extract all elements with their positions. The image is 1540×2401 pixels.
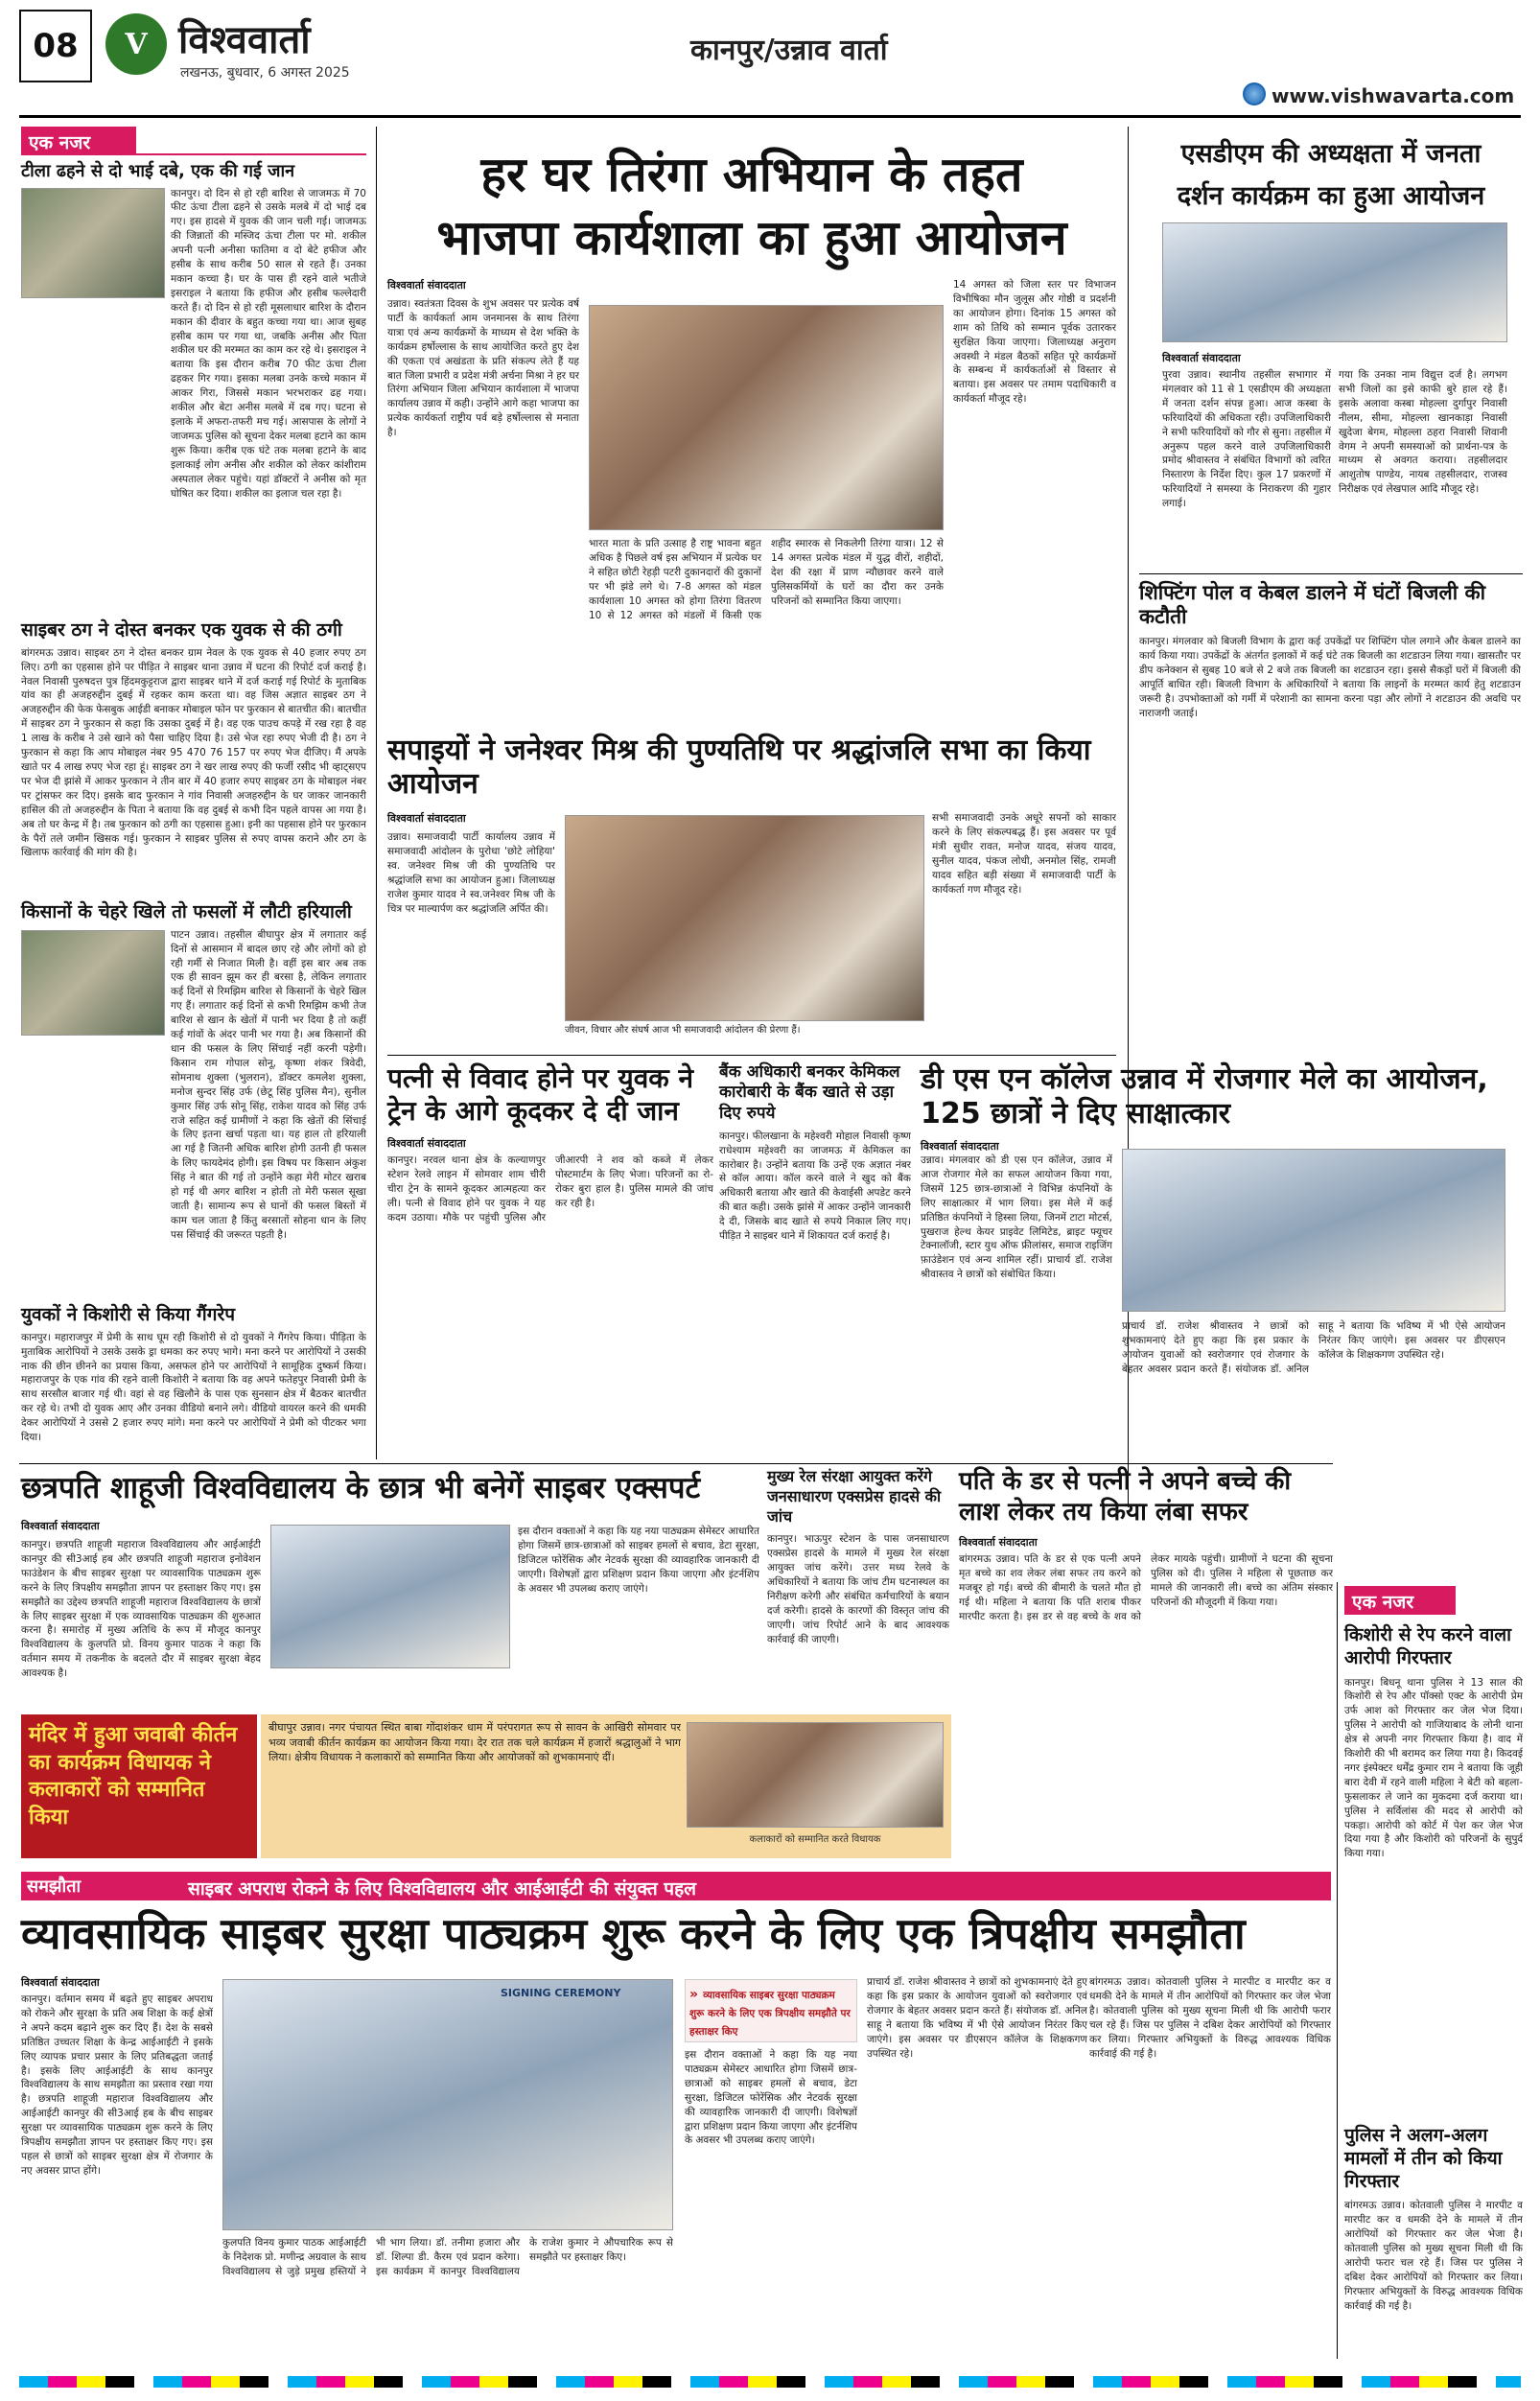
sp-photo [565, 815, 924, 1021]
chh-byline: विश्ववार्ता संवाददाता [21, 1520, 100, 1532]
rail-body: कानपुर। भाऊपुर स्टेशन के पास जनसाधारण एक्सप्रेस हादसे के मामले में मुख्य रेल संरक्षा आयुक्त जांच करेंगे। उत्तर मध्य रेलवे के अधिकारियों ने बताया कि जांच टीम घटनास्थल का निरीक्षण करेगी और संबंधित कर्मचारियों के बयान दर्ज करेगी। हादसे के कारणों की विस्तृत जांच की जाएगी। जांच रिपोर्ट आने के बाद आवश्यक कार्रवाई की जाएगी। [767, 1533, 949, 1645]
police-title: पुलिस ने अलग-अलग मामलों में तीन को किया गिरफ्तार [1344, 2125, 1503, 2192]
big-body: कानपुर। वर्तमान समय में बढ़ते हुए साइबर अपराध को रोकने और सुरक्षा के प्रति अब शिक्षा के कई क्षेत्रों ने अपने कदम बढ़ाने शुरू कर दिए हैं। देश के सबसे प्रतिष्ठित उच्चतर शिक्षा के केन्द्र आईआईटी ने इसके लिए व्यापक प्रचार प्रसार के लिए प्रतिबद्धता जताई है। इसके लिए आईआईटी के साथ कानपुर विश्वविद्यालय के साथ समझौता का प्रस्ताव रखा गया है। छत्रपति शाहूजी महाराज विश्वविद्यालय और आईआईटी कानपुर की सी3आई हब के बीच साइबर सुरक्षा पर व्यावसायिक पाठ्यक्रम शुरू करने के लिए त्रिपक्षीय समझौता ज्ञापन पर हस्ताक्षर किए गए। इस पहल से छात्रों को साइबर सुरक्षा क्षेत्र में रोजगार के नए अवसर प्राप्त होंगे। [21, 1993, 213, 2177]
story-gangrape [21, 1304, 366, 1475]
big-body-6: बांगरमऊ उन्नाव। कोतवाली पुलिस ने मारपीट व मारपीट कर व धमकी देने के मामले में तीन आरोपियों को गिरफ्तार कर जेल भेजा है। कोतवाली पुलिस को मुख्य सूचना मिली थी कि आरोपी फरार चल रहे हैं। जिस पर पुलिस ने दबिश देकर आरोपियों को गिरफ्तार कर लिया। गिरफ्तार अभियुक्तों के विरुद्ध आवश्यक विधिक कार्रवाई की गई है। [1089, 1976, 1331, 2060]
sp-body-1: उन्नाव। समाजवादी पार्टी कार्यालय उन्नाव में समाजवादी आंदोलन के पुरोधा 'छोटे लोहिया' स्व. जनेश्वर मिश्र जी की पुण्यतिथि पर श्रद्धांजलि सभा का आयोजन हुआ। जिलाध्यक्ष राजेश कुमार यादव ने स्व.जनेश्वर मिश्र जी के चित्र पर माल्यार्पण कर श्रद्धांजलि अर्पित की। [387, 831, 555, 915]
bank-body: कानपुर। फीलखाना के महेश्वरी मोहाल निवासी कृष्ण राधेश्याम महेश्वरी का जाजमऊ में केमिकल का कारोबार है। उन्होंने बताया कि उन्हें एक अज्ञात नंबर से कॉल आया। कॉल करने वाले ने खुद को बैंक अधिकारी बताया और खाते की केवाईसी अपडेट करने की बात कही। उसके झांसे में आकर उन्होंने जानकारी दे दी, जिसके बाद खाते से रुपये निकाल लिए गए। पीड़ित ने साइबर थाने में शिकायत दर्ज कराई है। [719, 1130, 911, 1243]
big-title: व्यावसायिक साइबर सुरक्षा पाठ्यक्रम शुरू करने के लिए एक त्रिपक्षीय समझौता [21, 1908, 1246, 1959]
big-body-3: इस दौरान वक्ताओं ने कहा कि यह नया पाठ्यक्रम सेमेस्टर आधारित होगा जिसमें छात्र-छात्राओं को साइबर हमलों से बचाव, डेटा सुरक्षा, डिजिटल फोरेंसिक और नेटवर्क सुरक्षा की व्यावहारिक जानकारी दी जाएगी। विशेषज्ञों द्वारा प्रशिक्षण प्रदान किया जाएगा और इंटर्नशिप के अवसर भी उपलब्ध कराए जाएंगे। [685, 2049, 857, 2147]
bank-title: बैंक अधिकारी बनकर केमिकल कारोबारी के बैंक खाते से उड़ा दिए रुपये [719, 1062, 900, 1123]
brand-name: विश्ववार्ता [178, 18, 311, 62]
globe-icon [1243, 82, 1266, 105]
chh-photo [270, 1525, 510, 1668]
jobs-story [921, 1062, 1505, 1375]
wife-body: कानपुर। नरवल थाना क्षेत्र के कल्याणपुर स्टेशन रेलवे लाइन में सोमवार शाम चीरी चीरा ट्रेन के सामने कूदकर आत्महत्या कर ली। पत्नी से विवाद होने पर युवक ने यह कदम उठाया। मौके पर पहुंची पुलिस और जीआरपी ने शव को कब्जे में लेकर पोस्टमार्टम के लिए भेजा। परिजनों का रो-रोकर बुरा हाल है। पुलिस मामले की जांच कर रही है। [387, 1154, 713, 1224]
hero-title-line1: हर घर तिरंगा अभियान के तहत [480, 147, 1023, 202]
story-gangrape-body: कानपुर। महाराजपुर में प्रेमी के साथ घूम रही किशोरी से दो युवकों ने गैंगरेप किया। पीड़िता के मुताबिक आरोपियों ने उसके उसके ड्रा धमका कर रुपए भागे। मना करने पर आरोपियों ने उसकी नाक की छीन छीनने का प्रयास किया, असफल होने पर आरोपियों ने सामूहिक दुष्कर्म किया। महाराजपुर के एक गांव की रहने वाली किशोरी ने बताया कि वह अपने फतेहपुर निवासी प्रेमी के साथ सरसौल बाजार गई थी। वहां से वह खिलौने के पास एक सुनसान क्षेत्र में बैठकर बातचीत कर रहे थे। तभी दो युवक आए और उनका वीडियो बनाने लगे। वीडियो वायरल करने की धमकी देकर आरोपियों ने उससे 2 हजार रुपए मांगे। मना करने पर आरोपियों ने प्रेमी को पीटकर भगा दिया। [21, 1331, 366, 1444]
page-number-box [19, 10, 92, 82]
jobs-body-2: प्राचार्य डॉ. राजेश श्रीवास्तव ने छात्रों को शुभकामनाएं देते हुए कहा कि इस प्रकार के आयोजन युवाओं को स्वरोजगार एवं रोजगार के बेहतर अवसर प्रदान करते हैं। संयोजक डॉ. अनिल साहू ने बताया कि भविष्य में भी ऐसे आयोजन निरंतर किए जाएंगे। इस अवसर पर डीएसएन कॉलेज के शिक्षकगण उपस्थित रहे। [1122, 1320, 1505, 1375]
pull-quote-icon: » [689, 1987, 699, 2002]
temple-body: बीघापुर उन्नाव। नगर पंचायत स्थित बाबा गोंदाशंकर धाम में परंपरागत रूप से सावन के आखिरी सोमवार पर भव्य जवाबी कीर्तन कार्यक्रम का आयोजन किया गया। देर रात तक चले कार्यक्रम में हजारों श्रद्धालुओं ने भाग लिया। क्षेत्रीय विधायक ने कलाकारों को सम्मानित किया और आयोजकों को शुभकामनाएं दीं। [268, 1721, 681, 1764]
pull-quote-box [685, 1979, 857, 2042]
story-kisan-body: पाटन उन्नाव। तहसील बीघापुर क्षेत्र में लगातार कई दिनों से आसमान में बादल छाए रहे और लोगों को हो रही गर्मी से निजात मिली है। वहीं इस बार अब तक एक ही सावन झूम कर ही बरसा है, लेकिन लगातार कई दिनों से रिमझिम बारिश से किसानों के चेहरे खिल गए हैं। लगातार कई दिनों से कभी रिमझिम कभी तेज बारिश से खान के खेतों में पानी भर दिया है तो कहीं कई गांवों के अंदर पानी भर गया है। अब किसानों की धान की फसल के लिए सिंचाई नहीं करनी पड़ेगी। किसान राम गोपाल सोनू, कृष्णा शंकर त्रिवेदी, सोमनाथ शुक्ला (भुलरान), डॉक्टर कमलेश शुक्ला, मनोज सुन्दर सिंह उर्फ (छेटू सिंह पुलिस मैन), सुनील कुमार सिंह उर्फ सोनू सिंह, राकेश यादव को सिंह उर्फ राजे सहित कई ग्रामीणों ने कहा कि खेतों की सिंचाई के लिए इतना खर्चा पड़ता था। यह हाल तो हरियाली आ गई है जितनी अधिक बारिश होगी उतनी ही फसल के लिए फायदेमंद होगी। इस विषय पर किसान अंकुश सिंह ने बात की गई तो उन्होंने कहा मेरी मोटर खराब हो गई थी अगर बारिश न होती तो मेरी फसल सूखा जाती है। सामान्य रूप से घानों की फसल बिस्तों में काम चल जाता है किंतु बरसातों सोहना धान के लिए पस सिंचाई की जरूरत पड़ती है। [171, 928, 366, 1241]
col-divider-ekn [1337, 1582, 1338, 2359]
website-url[interactable]: www.vishwavarta.com [1272, 84, 1515, 107]
lash-byline: विश्ववार्ता संवाददाता [959, 1536, 1038, 1550]
pull-quote: व्यावसायिक साइबर सुरक्षा पाठ्यक्रम शुरू करने के लिए एक त्रिपक्षीय समझौते पर हस्ताक्षर किए [689, 1990, 851, 2038]
hero-body-3: 14 अगस्त को जिला स्तर पर विभाजन विभीषिका मौन जुलूस और गोष्ठी व प्रदर्शनी का आयोजन होगा। दिनांक 15 अगस्त को शाम को तिथि को सम्मान पूर्वक उतारकर सुरक्षित किया जाएगा। जिलाध्यक्ष अनुराग अवस्थी ने मंडल बैठकों सहित पूरे कार्यक्रमों के सम्बन्ध में कार्यकर्ताओं से विस्तार से बताया। इस अवसर पर तमाम पदाधिकारी व कार्यकर्ता मौजूद रहे। [953, 279, 1116, 406]
sdm-body: पुरवा उन्नाव। स्थानीय तहसील सभागार में मंगलवार को 11 से 1 एसडीएम की अध्यक्षता में जनता दर्शन संपन्न हुआ। आज कस्बा के फरियादियों की अधिकता रही। उपजिलाधिकारी ने सभी फरियादियों को गौर से सुना। तहसील में अनुरूप पहल करने वाले उपजिलाधिकारी प्रमोद श्रीवास्तव ने संबंधित विभागों को त्वरित निस्तारण के निर्देश दिए। कुल 17 प्रकरणों में फरियादियों ने समस्या के निराकरण की गुहार लगाई। [1162, 369, 1331, 510]
hero-body-1: उन्नाव। स्वतंत्रता दिवस के शुभ अवसर पर प्रत्येक वर्ष पार्टी के कार्यकर्ता आम जनमानस के साथ तिरंगा यात्रा एवं अन्य कार्यक्रमों के माध्यम से देश भक्ति के कार्यक्रम हर्षोल्लास के साथ आयोजित करते हुए देश की एकता एवं अखंडता के प्रति संकल्प लेते हैं यह बात जिला प्रभारी व प्रदेश मंत्री अर्चना मिश्रा ने हर घर तिरंगा अभियान जिला अभियान कार्यशाला में भाजपा कार्यालय उन्नाव में कही। उन्होंने आगे कहा भाजपा का प्रत्येक कार्यकर्ता राष्ट्रीय पर्व बड़े हर्षोल्लास से मनाता है। [387, 298, 579, 439]
shift-body: कानपुर। मंगलवार को बिजली विभाग के द्वारा कई उपकेंद्रों पर शिफ्टिंग पोल लगाने और केबल डालने का कार्य किया गया। उपकेंद्रों के अंतर्गत इलाकों में कई घंटे तक बिजली का शटडाउन लिया गया। खासतौर पर डीप कनेक्शन से सुबह 10 बजे से 2 बजे तक बिजली का शटडाउन रहा। इससे सैकड़ों घरों में बिजली की आपूर्ति बाधित रही। बिजली विभाग के अधिकारियों ने बताया कि लाइनों के मरम्मत कार्य हेतु शटडाउन जरूरी है। उपभोक्ताओं को गर्मी में परेशानी का सामना करना पड़ा और लोगों ने शटडाउन की अवधि पर नाराजगी जताई। [1139, 636, 1521, 719]
bank-story [719, 1062, 911, 1446]
sp-body-2: सभी समाजवादी उनके अधूरे सपनों को साकार करने के लिए संकल्पबद्ध हैं। इस अवसर पर पूर्व मंत्री सुधीर रावत, मनोज यादव, संजय यादव, सुनील यादव, पंकज लोधी, अनमोल सिंह, रामजी यादव सहित बड़ी संख्या में समाजवादी पार्टी के कार्यकर्ता गण मौजूद रहे। [932, 812, 1116, 896]
lash-story [959, 1467, 1333, 1792]
chh-title: छत्रपति शाहूजी विश्वविद्यालय के छात्र भी बनेगें साइबर एक्सपर्ट [21, 1471, 701, 1505]
story-tila-body: कानपुर। दो दिन से हो रही बारिश से जाजमऊ में 70 फीट ऊंचा टीला ढहने से उसके मलबे में दो भाई दब गए। इस हादसे में युवक की जान चली गई। जाजमऊ की जिन्नातों की मस्जिद ऊंचा टीला पर मो. शकील अपनी पत्नी अनीसा फातिमा व दो बेटे हफीज और हसीब के साथ करीब 50 साल से रहते हैं। उनका मकान कच्चा है। घर के पास ही रहने वाले भतीजे इसराइल ने बताया कि हफीज और हसीब फल्लेदारी करते हैं। दो दिन से हो रही मूसलाधार बारिश के दौरान मकान की दीवार के बहुत कच्चा गया था। आज सुबह हसीब काम पर गया था, जबकि अनीस और पिता शकील घर की मरम्मत का काम कर रहे थे। इसराइल ने बताया कि इस दौरान करीब 70 फीट ऊंचा टीला ढहकर गिर गया। इसका मलबा उनके कच्चे मकान में आकर गिरा, जिससे मकान भरभराकर ढह गया। शकील और बेटा अनीस मलबे में दब गए। घटना से इलाके में अफरा-तफरी मच गई। आसपास के लोगों ने जाजमऊ पुलिस को सूचना देकर मलबा हटाने का काम शुरू किया। करीब एक घंटे तक मलबा हटाने के बाद इलाकाई लोग अनीस और शकील को लेकर कांशीराम अस्पताल लेकर पहुंचे। यहां डॉक्टरों ने अनीस को मृत घोषित कर दिया। शकील का इलाज चल रहा है। [171, 187, 366, 500]
story-cyber-thug [21, 619, 366, 897]
story-kisan-photo [21, 930, 165, 1036]
sdm-photo [1162, 222, 1507, 342]
police-story [1344, 2125, 1523, 2362]
hero-photo [589, 305, 944, 530]
lash-body: बांगरमऊ उन्नाव। पति के डर से एक पत्नी अपने मृत बच्चे का शव लेकर लंबा सफर तय करने को मजबूर हो गई। बच्चे की बीमारी के चलते मौत हो गई थी। महिला ने बताया कि पति शराब पीकर मारपीट करता है। इस डर से वह बच्चे के शव को लेकर मायके पहुंची। ग्रामीणों ने घटना की सूचना पुलिस को दी। पुलिस ने महिला से पूछताछ कर मामले की जानकारी ली। बच्चे का अंतिम संस्कार परिजनों की मौजूदगी में किया गया। [959, 1553, 1333, 1623]
chh-story [21, 1519, 759, 1680]
ek-nazar-rule [136, 153, 366, 155]
kid-story [1344, 1624, 1523, 2088]
temple-box [21, 1714, 257, 1858]
lower-top-rule [19, 1463, 1333, 1464]
sp-story [387, 811, 1116, 1051]
story-cyber-thug-title: साइबर ठग ने दोस्त बनकर एक युवक से की ठगी [21, 619, 342, 641]
ek-nazar-tag-right: एक नजर [1344, 1586, 1456, 1615]
story-kisan [21, 901, 366, 1302]
cmyk-bar [19, 2376, 1521, 2388]
story-cyber-thug-body: बांगरमऊ उन्नाव। साइबर ठग ने दोस्त बनकर ग्राम नेवल के एक युवक से 40 हजार रुपए ठग लिए। ठगी का एहसास होने पर पीड़ित ने साइबर थाना उन्नाव में घटना की रिपोर्ट दर्ज कराई है। नेवल निवासी पुरुषदत्त पुत्र हिंदमकुट्टराज द्वारा साइबर थाने में दर्ज कराई गई रिपोर्ट के मुताबिक यांव का ही अजहरुद्दीन दुबई में रहकर काम करता था। वह जिस अज्ञात साइबर ठग ने अजहरुद्दीन की फेक फेसबुक आईडी बनाकर मोबाइल फोन पर फुरकान से बातचीत की। बातचीत में साइबर ठग ने फुरकान से कहा कि उसका दुबई में है। वह एक पाउच कपड़े में रख रहा है वह 1 लाख के करीब ने उसे खाने को पैसा चाहिए दिया है। उसे भेज रहा रुपए भेजी दी है। ठग ने फुरकान से कहा कि आप मोबाइल नंबर 95 470 76 157 पर रुपए भेज दीजिए। मैं अपके खाते पर 4 लाख रुपए भेज रहा हूं। साइबर ठग ने खर लाख रुपए की फर्जी रसीद भी व्हाट्सएप पर भेज दी झांसे में आकर फुरकान ने तीन बार में 40 हजार रुपए साइबर ठग के मोबाइल नंबर पर ट्रांसफर कर दिए। इसके बाद फुरकान ने गांव निवासी अजहरुद्दीन के घर जाकर जानकारी हासिल की तो अजहरुद्दीन के पिता ने बताया कि वह दुबई से कभी दिन पहले वापस आ गया है। अब तो घर केन्द्र में है। तब फुरकान को ठगी का एहसास हुआ। इनी का पहसास होने पर फुरकान के पैरों तले जमीन खिसक गई। फुरकान ने साइबर पुलिस से रुपए वापस कराने और ठग के खिलाफ कार्रवाई की मांग की है। [21, 646, 366, 859]
jobs-body: उन्नाव। मंगलवार को डी एस एन कॉलेज, उन्नाव में आज रोजगार मेले का सफल आयोजन किया गया, जिसमें 125 छात्र-छात्राओं ने विभिन्न कंपनियों के लिए साक्षात्कार में भाग लिया। इस मेले में कई प्रतिष्ठित कंपनियों ने हिस्सा लिया, जिनमें टाटा मोटर्स, पुखराज हेल्थ केयर प्राइवेट लिमिटेड, ब्राइट फ्यूचर टेक्नालॉजी, स्टार युथ ऑफ फ्रीलांसर, समाज राइजिंग फ़ाउंडेशन एवं अन्य शामिल रहीं। प्राचार्य डॉ. राजेश श्रीवास्तव ने छात्रों को संबोधित किया। [921, 1154, 1112, 1281]
sdm-title-2: दर्शन कार्यक्रम का हुआ आयोजन [1177, 181, 1485, 211]
big-photo-caption: SIGNING CEREMONY [501, 1987, 621, 1999]
chh-body: कानपुर। छत्रपति शाहूजी महाराज विश्वविद्यालय और आईआईटी कानपुर की सी3आई हब और छत्रपति शाहूजी महाराज इनोवेशन फाउंडेशन के बीच साइबर सुरक्षा पर व्यावसायिक पाठ्यक्रम शुरू करने के लिए त्रिपक्षीय समझौता ज्ञापन पर हस्ताक्षर किए गए। इस समझौते का उद्देश्य छत्रपति शाहूजी महाराज विश्वविद्यालय के छात्रों के लिए साइबर सुरक्षा में एक व्यावसायिक पाठ्यक्रम की शुरुआत करना है। समारोह में मुख्य अतिथि के रूप में मौजूद कानपुर विश्वविद्यालय के कुलपति प्रो. विनय कुमार पाठक ने कहा कि वर्तमान समय में तकनीक के बदलते दौर में साइबर सुरक्षा बेहद आवश्यक है। [21, 1539, 261, 1680]
kid-body: कानपुर। बिधनू थाना पुलिस ने 13 साल की किशोरी से रेप और पॉक्सो एक्ट के आरोपी प्रेम उर्फ आश को गिरफ्तार कर जेल भेज दिया। पुलिस ने आरोपी को गाजियाबाद के लोनी थाना क्षेत्र से अपनी नगर गिरफ्तार किया है। वाद में किशोरी की भी बरामद कर लिया गया है। किदवई नगर इंस्पेक्टर धर्मेंद्र कुमार राम ने बताया कि जूही बारा देवी में रहने वाली महिला ने बेटी को बहला-फुसलाकर ले जाने का मुकदमा दर्ज कराया था। पुलिस ने सर्विलांस की मदद से आरोपी को पकड़ा। आरोपी को कोर्ट में पेश कर जेल भेज दिया गया है और किशोरी को परिजनों के सुपुर्द किया गया। [1344, 1676, 1523, 1860]
sp-bottom-rule [387, 1055, 1116, 1056]
temple-photo [687, 1722, 944, 1828]
kid-title: किशोरी से रेप करने वाला आरोपी गिरफ्तार [1344, 1624, 1512, 1668]
chh-body-2: इस दौरान वक्ताओं ने कहा कि यह नया पाठ्यक्रम सेमेस्टर आधारित होगा जिसमें छात्र-छात्राओं को साइबर हमलों से बचाव, डेटा सुरक्षा, डिजिटल फोरेंसिक और नेटवर्क सुरक्षा की व्यावहारिक जानकारी दी जाएगी। विशेषज्ञों द्वारा प्रशिक्षण प्रदान किया जाएगा और इंटर्नशिप के अवसर भी उपलब्ध कराए जाएंगे। [518, 1526, 759, 1595]
sp-photo-caption: जीवन, विचार और संघर्ष आज भी समाजवादी आंदोलन की प्रेरणा हैं। [565, 1025, 801, 1036]
jobs-title: डी एस एन कॉलेज उन्नाव में रोजगार मेले का आयोजन, 125 छात्रों ने दिए साक्षात्कार [921, 1062, 1488, 1131]
lash-title: पति के डर से पत्नी ने अपने बच्चे की लाश लेकर तय किया लंबा सफर [959, 1467, 1292, 1527]
samjhauta-label: समझौता [27, 1877, 82, 1897]
ek-nazar-tag-left: एक नजर [21, 127, 136, 155]
shift-story [1139, 581, 1521, 884]
sdm-byline: विश्ववार्ता संवाददाता [1162, 352, 1241, 364]
story-tila-photo [21, 188, 165, 298]
sdm-body-2: गया कि उनका नाम विद्युत्त दर्ज है। लगभग सभी जिलों का इसे काफी बुरे हाल रहे हैं। इसके अलावा कस्बा मोहल्ला दुर्गापुर निवासी नीलम, सीमा, मोहल्ला खानकाड़ा निवासी खुदेजा बेगम, मोहल्ला ठहरा निवासी शिवानी वेगम ने अपनी समस्याओं को प्रार्थना-पत्र के माध्यम से अवगत कराया। तहसीलदार आशुतोष पाण्डेय, नायब तहसीलदार, राजस्व निरीक्षक एवं लेखपाल आदि मौजूद रहे। [1339, 369, 1507, 496]
sp-title: सपाइयों ने जनेश्वर मिश्र की पुण्यतिथि पर श्रद्धांजलि सभा का किया आयोजन [387, 734, 1091, 801]
police-body: बांगरमऊ उन्नाव। कोतवाली पुलिस ने मारपीट व मारपीट कर व धमकी देने के मामले में तीन आरोपियों को गिरफ्तार कर जेल भेजा है। कोतवाली पुलिस को मुख्य सूचना मिली थी कि आरोपी फरार चल रहे हैं। जिस पर पुलिस ने दबिश देकर आरोपियों को गिरफ्तार कर लिया। गिरफ्तार अभियुक्तों के विरुद्ध आवश्यक विधिक कार्रवाई की गई है। [1344, 2200, 1523, 2312]
jobs-photo [1122, 1149, 1505, 1312]
samjhauta-kicker: साइबर अपराध रोकने के लिए विश्वविद्यालय और आईआईटी की संयुक्त पहल [188, 1878, 697, 1900]
sdm-title-1: एसडीएम की अध्यक्षता में जनता [1180, 139, 1482, 169]
hero-byline: विश्ववार्ता संवाददाता [387, 279, 466, 291]
jobs-byline: विश्ववार्ता संवाददाता [921, 1140, 999, 1153]
page-number: 08 [33, 27, 79, 65]
sdm-bottom-rule [1139, 573, 1523, 574]
big-body-4: प्राचार्य डॉ. राजेश श्रीवास्तव ने छात्रों को शुभकामनाएं देते हुए कहा कि इस प्रकार के आयोजन युवाओं को स्वरोजगार एवं रोजगार के बेहतर अवसर प्रदान करते हैं। संयोजक डॉ. अनिल साहू ने बताया कि भविष्य में भी ऐसे आयोजन निरंतर किए जाएंगे। इस अवसर पर डीएसएन कॉलेज के शिक्षकगण उपस्थित रहे। [867, 1976, 1087, 2060]
wife-title: पत्नी से विवाद होने पर युवक ने ट्रेन के आगे कूदकर दे दी जान [387, 1062, 694, 1127]
city-date: लखनऊ, बुधवार, 6 अगस्त 2025 [180, 65, 350, 81]
big-photo [222, 1979, 673, 2230]
col-divider-left [376, 127, 377, 1459]
section-title: कानपुर/उन्नाव वार्ता [690, 34, 888, 67]
wife-byline: विश्ववार्ता संवाददाता [387, 1137, 466, 1151]
big-byline: विश्ववार्ता संवाददाता [21, 1976, 100, 1989]
wife-story [387, 1062, 713, 1441]
hero-title-line2: भाजपा कार्यशाला का हुआ आयोजन [436, 210, 1067, 266]
hero-body-2: भारत माता के प्रति उत्साह है राष्ट्र भावना बहुत अधिक है पिछले वर्ष इस अभियान में प्रत्येक घर ने सहित छोटी रेहड़ी पटरी दुकानदारों की दुकानों पर भी झंडे लगे थे। 7-8 अगस्त को मंडल कार्यशाला 10 अगस्त को होगा तिरंगा वितरण 10 से 12 अगस्त को मंडलों में किसी एक शहीद स्मारक से निकलेगी तिरंगा यात्रा। 12 से 14 अगस्त प्रत्येक मंडल में युद्ध वीरों, शहीदों, देश की रक्षा में प्राण न्यौछावर करने वाले पुलिसकर्मियों के घरों का दौरा कर उनके परिजनों को सम्मानित किया जाएगा। [589, 538, 944, 621]
story-tila [21, 161, 366, 617]
big-body-2: कुलपति विनय कुमार पाठक आईआईटी के निदेशक प्रो. मणीन्द्र अग्रवाल के साथ विश्वविद्यालय से जुड़े प्रमुख हस्तियों ने भी भाग लिया। डॉ. तनीमा हजारा और डॉ. शिल्पा डी. कैरम एवं प्रदान करेगा। इस कार्यक्रम में कानपुर विश्वविद्यालय के राजेश कुमार ने औपचारिक रूप से समझौते पर हस्ताक्षर किए। [222, 2237, 673, 2277]
temple-title: मंदिर में हुआ जवाबी कीर्तन का कार्यक्रम विधायक ने कलाकारों को सम्मानित किया [29, 1723, 238, 1830]
rail-title: मुख्य रेल संरक्षा आयुक्त करेंगे जनसाधारण एक्सप्रेस हादसे की जांच [767, 1467, 942, 1526]
brand-logo: V [105, 13, 167, 75]
shift-title: शिफ्टिंग पोल व केबल डालने में घंटों बिजली की कटौती [1139, 581, 1486, 629]
story-tila-title: टीला ढहने से दो भाई दबे, एक की गई जान [21, 161, 295, 181]
story-kisan-title: किसानों के चेहरे खिले तो फसलों में लौटी हरियाली [21, 901, 352, 922]
sp-byline: विश्ववार्ता संवाददाता [387, 812, 466, 825]
story-gangrape-title: युवकों ने किशोरी से किया गैंगरेप [21, 1304, 236, 1325]
hero-story [387, 278, 1116, 729]
masthead-rule [19, 115, 1521, 118]
sdm-story [1162, 351, 1507, 570]
temple-photo-caption: कलाकारों को सम्मानित करते विधायक [749, 1834, 881, 1845]
